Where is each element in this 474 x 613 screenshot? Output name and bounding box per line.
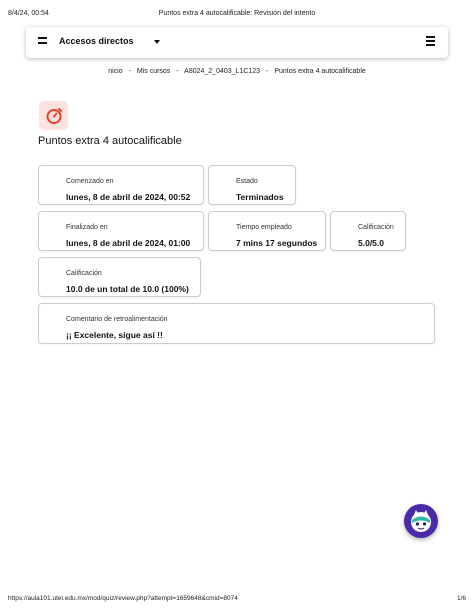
grade-card [38, 257, 201, 297]
feedback-value: ¡¡ Excelente, sigue así !! [66, 330, 163, 340]
chat-assistant-avatar-icon[interactable] [404, 504, 438, 538]
stopwatch-icon [39, 101, 68, 130]
page-title: Puntos extra 4 autocalificable [38, 135, 182, 147]
print-page-number: 1/6 [456, 595, 466, 602]
grade-label: Calificación [66, 270, 102, 277]
state-value: Terminados [236, 192, 284, 202]
finished-value: lunes, 8 de abril de 2024, 01:00 [66, 238, 191, 248]
breadcrumb-item-my-courses[interactable]: Mis cursos [136, 68, 171, 75]
feedback-card [38, 303, 435, 344]
time-taken-card [208, 211, 326, 251]
print-datetime: 8/4/24, 00:54 [8, 10, 49, 17]
breadcrumb-item-home[interactable]: nicio [108, 68, 123, 75]
menu-icon[interactable] [38, 37, 47, 46]
breadcrumb-separator: - [266, 68, 269, 75]
print-page-title: Puntos extra 4 autocalificable: Revisión del intento [158, 10, 316, 17]
finished-label: Finalizado en [66, 224, 108, 231]
breadcrumb-item-quiz[interactable]: Puntos extra 4 autocalificable [274, 68, 366, 75]
breadcrumb-separator: - [128, 68, 131, 75]
marks-label: Calificación [358, 224, 394, 231]
top-navbar [26, 27, 448, 58]
print-url: https://aula101.utel.edu.mx/mod/quiz/review.php?attempt=1659648&cmid=8074 [8, 595, 238, 602]
started-value: lunes, 8 de abril de 2024, 00:52 [66, 192, 191, 202]
finished-card [38, 211, 204, 251]
time-taken-value: 7 mins 17 segundos [236, 238, 318, 248]
shortcuts-menu-button[interactable]: Accesos directos [59, 36, 134, 46]
marks-card [330, 211, 406, 251]
state-card [208, 165, 296, 205]
started-label: Comenzado en [66, 178, 114, 185]
breadcrumb [0, 68, 474, 75]
print-footer [8, 595, 466, 605]
print-header [8, 10, 466, 22]
started-card [38, 165, 204, 205]
grade-value: 10.0 de un total de 10.0 (100%) [66, 284, 189, 294]
marks-value: 5.0/5.0 [358, 238, 384, 248]
hamburger-icon[interactable] [426, 36, 435, 46]
state-label: Estado [236, 178, 258, 185]
breadcrumb-item-course[interactable]: A8024_2_0403_L1C123 [184, 68, 261, 75]
breadcrumb-separator: - [176, 68, 179, 75]
feedback-label: Comentario de retroalimentación [66, 316, 168, 323]
chevron-down-icon[interactable] [154, 40, 160, 44]
time-taken-label: Tiempo empleado [236, 224, 292, 231]
